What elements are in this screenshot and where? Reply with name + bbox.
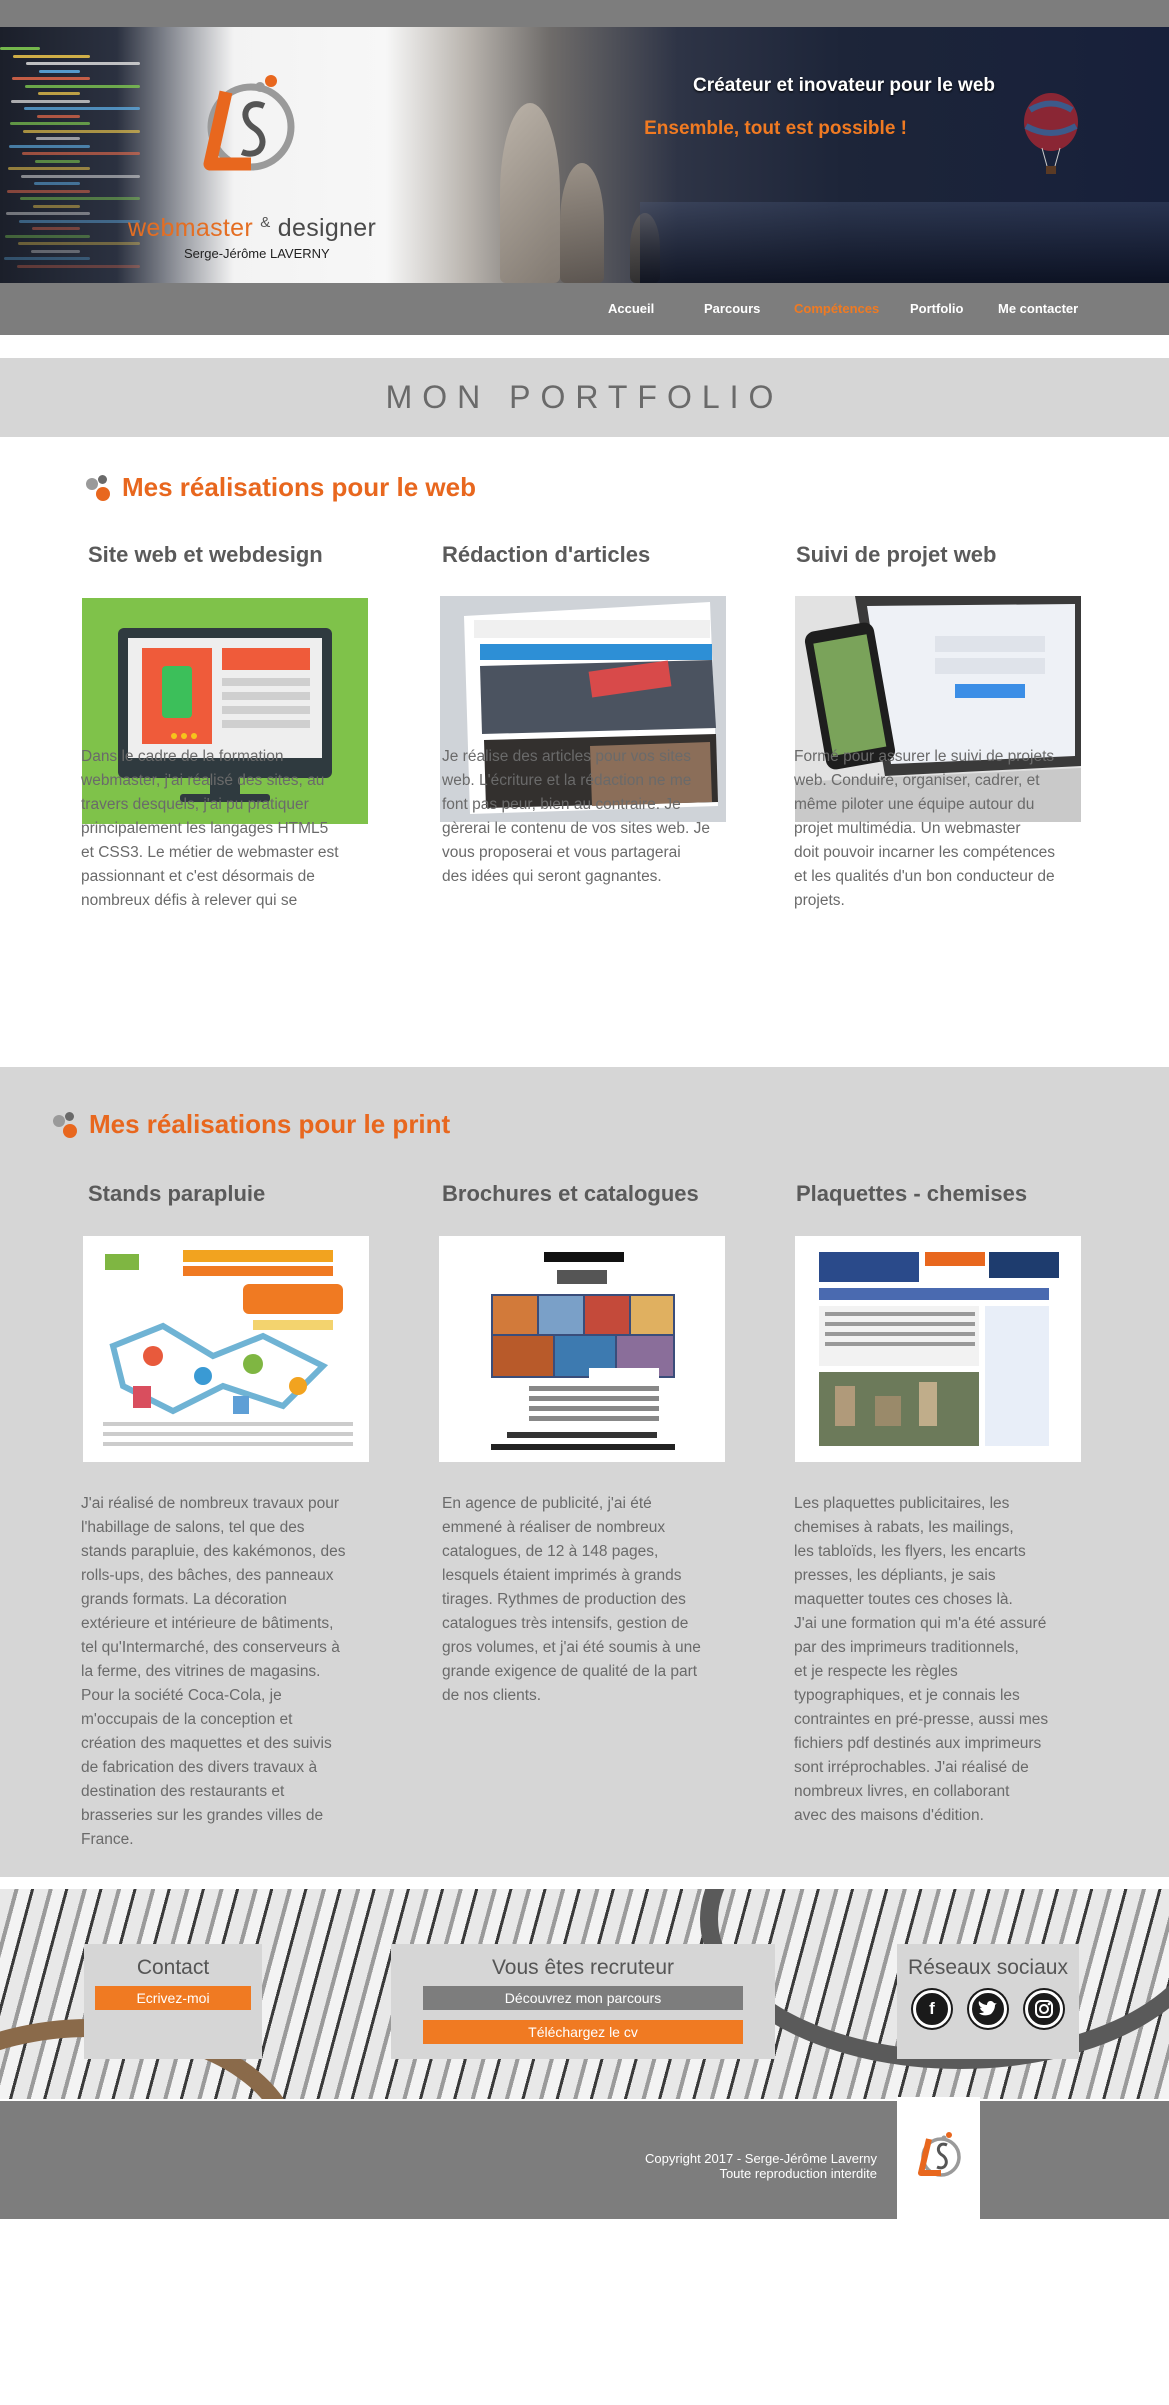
text-line: font pas peur, bien au contraire. Je — [442, 796, 681, 813]
text-line: catalogues très intensifs, gestion de — [442, 1615, 689, 1632]
text-line: J'ai réalisé de nombreux travaux pour — [81, 1495, 339, 1512]
logo-person-name: Serge-Jérôme LAVERNY — [184, 246, 330, 261]
recruiter-box — [391, 1944, 775, 2059]
code-line-decor — [20, 197, 140, 200]
text-line: grande exigence de qualité de la part — [442, 1663, 698, 1680]
print-col-text-brochures — [442, 1492, 732, 1708]
download-cv-button[interactable]: Téléchargez le cv — [423, 2020, 743, 2044]
nav-item-contact[interactable]: Me contacter — [998, 301, 1079, 316]
logo-word-designer: designer — [277, 214, 377, 242]
page-title: MON PORTFOLIO — [0, 358, 1169, 437]
recruiter-title: Vous êtes recruteur — [491, 1956, 675, 1979]
text-line: projets. — [794, 892, 845, 909]
section-dots-icon — [53, 1112, 79, 1138]
text-line: nombreux livres, en collaborant — [794, 1783, 1010, 1800]
text-line: lesquels étaient imprimés à grands — [442, 1567, 682, 1584]
copyright-text — [645, 2151, 877, 2181]
text-line: m'occupais de la conception et — [81, 1711, 293, 1728]
text-line: contraintes en pré-presse, aussi mes — [794, 1711, 1049, 1728]
text-line: gros volumes, et j'ai été soumis à une — [442, 1639, 701, 1656]
code-line-decor — [22, 152, 140, 155]
text-line: Les plaquettes publicitaires, les — [794, 1495, 1010, 1512]
text-line: la ferme, des vitrines de magasins. — [81, 1663, 321, 1680]
logo-word-webmaster: webmaster — [128, 214, 253, 242]
formations-ctfpa-brochure[interactable] — [439, 1236, 725, 1462]
web-col-text-projet — [794, 745, 1084, 913]
text-line: J'ai une formation qui m'a été assuré — [794, 1615, 1047, 1632]
web-col-title-projet: Suivi de projet web — [796, 542, 997, 567]
hot-air-balloon-image — [1020, 92, 1082, 182]
text-line: web. L'écriture et la rédaction ne me — [442, 772, 692, 789]
social-links — [897, 1990, 1079, 2028]
text-line: destination des restaurants et — [81, 1783, 285, 1800]
code-line-decor — [4, 257, 90, 260]
text-line: travers desquels, j'ai pu pratiquer — [81, 796, 309, 813]
text-line: les tabloïds, les flyers, les encarts — [794, 1543, 1026, 1560]
text-line: de nos clients. — [442, 1687, 542, 1704]
web-col-title-webdesign: Site web et webdesign — [88, 542, 323, 567]
code-line-decor — [26, 62, 140, 65]
section-dots-icon — [86, 475, 112, 501]
text-line: principalement les langages HTML5 — [81, 820, 329, 837]
text-line: des idées qui seront gagnantes. — [442, 868, 662, 885]
text-line: Formé pour assurer le suivi de projets — [794, 748, 1055, 765]
text-line: maquetter toutes ces choses là. — [794, 1591, 1013, 1608]
text-line: et je respecte les règles — [794, 1663, 958, 1680]
web-col-text-articles — [442, 745, 732, 889]
code-line-decor — [38, 92, 80, 95]
text-line: emmené à réaliser de nombreux — [442, 1519, 666, 1536]
chess-piece-image — [500, 103, 560, 283]
footer-logo[interactable] — [897, 2097, 980, 2219]
code-line-decor — [19, 220, 140, 223]
header-tagline: Créateur et inovateur pour le web — [693, 75, 995, 96]
code-line-decor — [10, 122, 90, 125]
text-line: création des maquettes et des suivis — [81, 1735, 332, 1752]
social-box — [897, 1944, 1079, 2059]
main-nav — [0, 283, 1169, 335]
text-line: presses, les dépliants, je sais — [794, 1567, 996, 1584]
code-line-decor — [21, 175, 140, 178]
text-line: France. — [81, 1831, 134, 1848]
code-line-decor — [39, 70, 80, 73]
top-bar — [0, 0, 1169, 27]
code-line-decor — [13, 55, 90, 58]
copyright-line-2: Toute reproduction interdite — [719, 2166, 877, 2181]
code-line-decor — [32, 227, 80, 230]
contact-title: Contact — [136, 1956, 210, 1979]
code-line-decor — [24, 107, 140, 110]
text-line: stands parapluie, des kakémonos, des — [81, 1543, 346, 1560]
text-line: tel qu'Intermarché, des conserveurs à — [81, 1639, 340, 1656]
code-line-decor — [7, 190, 90, 193]
code-line-decor — [37, 115, 80, 118]
print-col-text-plaquettes — [794, 1492, 1084, 1828]
text-line: catalogues, de 12 à 148 pages, — [442, 1543, 659, 1560]
code-line-decor — [0, 47, 40, 50]
web-section-title: Mes réalisations pour le web — [122, 472, 476, 502]
code-line-decor — [18, 242, 140, 245]
code-line-decor — [6, 212, 90, 215]
sea-reflection — [640, 202, 1169, 283]
code-line-decor — [5, 235, 90, 238]
text-line: typographiques, et je connais les — [794, 1687, 1020, 1704]
text-line: passionnant et c'est désormais de — [81, 868, 315, 885]
text-line: de fabrication des divers travaux à — [81, 1759, 318, 1776]
code-line-decor — [35, 160, 80, 163]
social-title: Réseaux sociaux — [908, 1956, 1068, 1979]
citoyenne-solidaire-leaflet[interactable] — [795, 1236, 1081, 1462]
code-line-decor — [25, 85, 140, 88]
text-line: En agence de publicité, j'ai été — [442, 1495, 652, 1512]
facebook-icon[interactable]: f — [913, 1990, 951, 2028]
text-line: par des imprimeurs traditionnels, — [794, 1639, 1019, 1656]
text-line: extérieure et intérieure de bâtiments, — [81, 1615, 334, 1632]
web-section — [0, 437, 1169, 1067]
ls-logo-icon — [196, 72, 296, 182]
text-line: Pour la société Coca-Cola, je — [81, 1687, 282, 1704]
text-line: chemises à rabats, les mailings, — [794, 1519, 1014, 1536]
footer-band — [0, 1889, 1169, 2099]
site-logo[interactable] — [128, 62, 398, 272]
text-line: doit pouvoir incarner les compétences — [794, 844, 1056, 861]
discover-parcours-button[interactable]: Découvrez mon parcours — [423, 1986, 743, 2010]
text-line: Je réalise des articles pour vos sites — [442, 748, 691, 765]
web-section-heading — [86, 472, 476, 503]
nav-item-portfolio[interactable]: Portfolio — [910, 301, 964, 316]
text-line: fichiers pdf destinés aux imprimeurs — [794, 1735, 1042, 1752]
ls-logo-icon — [897, 2097, 980, 2219]
twitter-icon[interactable] — [969, 1990, 1007, 2028]
text-line: tirages. Rythmes de production des — [442, 1591, 686, 1608]
web-col-text-webdesign — [81, 745, 371, 913]
text-line: grands formats. La décoration — [81, 1591, 287, 1608]
copyright-bar — [0, 2101, 1169, 2219]
print-col-title-plaquettes: Plaquettes - chemises — [796, 1181, 1028, 1206]
code-line-decor — [33, 205, 80, 208]
text-line: webmaster, j'ai réalisé des sites, au — [81, 772, 325, 789]
print-col-title-brochures: Brochures et catalogues — [442, 1181, 699, 1206]
print-section — [0, 1067, 1169, 1877]
nav-item-parcours[interactable]: Parcours — [704, 301, 761, 316]
header-banner — [0, 27, 1169, 283]
print-col-title-stands: Stands parapluie — [88, 1181, 266, 1206]
chess-piece-image — [560, 163, 604, 283]
text-line: projet multimédia. Un webmaster — [794, 820, 1021, 837]
header-subtagline: Ensemble, tout est possible ! — [644, 118, 907, 139]
text-line: web. Conduire, organiser, cadrer, et — [794, 772, 1040, 789]
print-section-heading — [53, 1109, 450, 1140]
code-line-decor — [11, 100, 90, 103]
print-section-title: Mes réalisations pour le print — [89, 1109, 451, 1139]
logo-ampersand: & — [260, 214, 271, 231]
print-col-text-stands — [81, 1492, 371, 1852]
text-line: Dans le cadre de la formation — [81, 748, 284, 765]
code-line-decor — [8, 167, 90, 170]
text-line: et CSS3. Le métier de webmaster est — [81, 844, 339, 861]
text-line: et les qualités d'un bon conducteur de — [794, 868, 1055, 885]
code-line-decor — [31, 250, 80, 253]
text-line: l'habillage de salons, tel que des — [81, 1519, 305, 1536]
code-line-decor — [12, 77, 90, 80]
code-line-decor — [34, 182, 80, 185]
write-me-button[interactable]: Ecrivez-moi — [95, 1986, 251, 2010]
text-line: nombreux défis à relever qui se — [81, 892, 298, 909]
nav-item-accueil[interactable]: Accueil — [608, 301, 655, 316]
contact-box — [84, 1944, 262, 2059]
text-line: gèrerai le contenu de vos sites web. Je — [442, 820, 710, 837]
grdf-smart-gas-grid-poster[interactable] — [83, 1236, 369, 1462]
web-col-title-articles: Rédaction d'articles — [442, 542, 651, 567]
text-line: brasseries sur les grandes villes de — [81, 1807, 324, 1824]
text-line: vous proposerai et vous partagerai — [442, 844, 681, 861]
text-line: même piloter une équipe autour du — [794, 796, 1035, 813]
code-line-decor — [36, 137, 80, 140]
code-line-decor — [9, 145, 90, 148]
text-line: sont irréprochables. J'ai réalisé de — [794, 1759, 1029, 1776]
code-line-decor — [23, 130, 140, 133]
nav-item-competences[interactable]: Compétences — [794, 301, 880, 316]
code-line-decor — [17, 265, 140, 268]
copyright-line-1: Copyright 2017 - Serge-Jérôme Laverny — [645, 2151, 877, 2166]
text-line: rolls-ups, des bâches, des panneaux — [81, 1567, 334, 1584]
logo-wordmark — [128, 214, 398, 243]
instagram-icon[interactable] — [1025, 1990, 1063, 2028]
text-line: avec des maisons d'édition. — [794, 1807, 984, 1824]
